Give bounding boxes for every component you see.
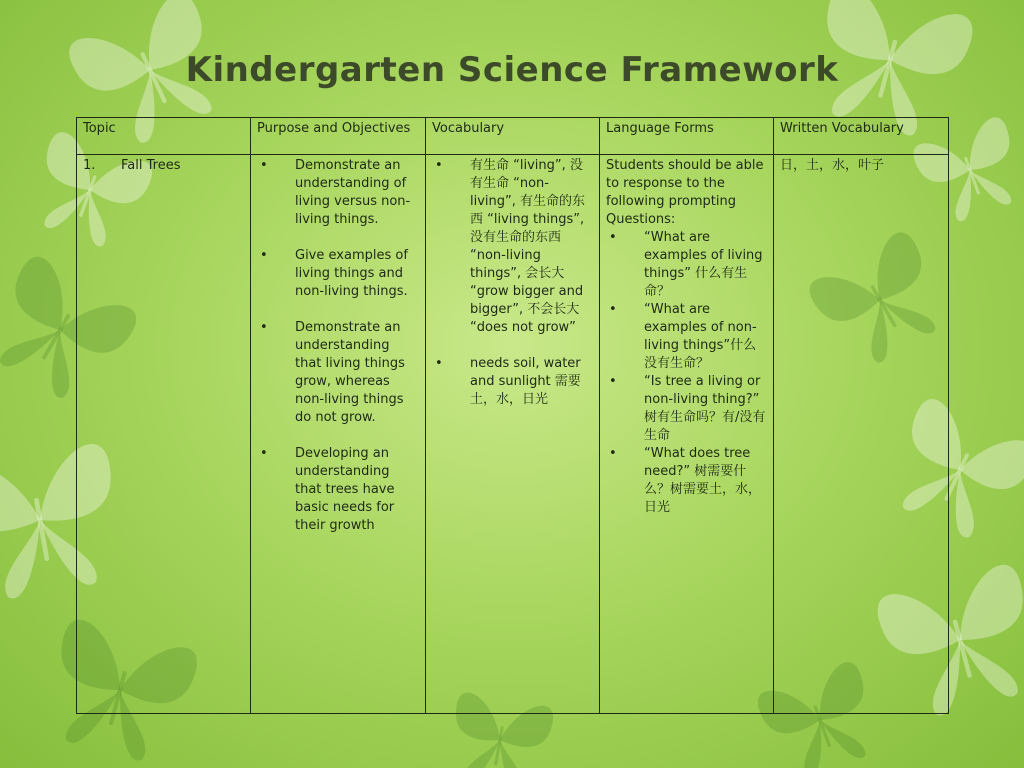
list-item: • Demonstrate an understanding of living versus non-living things. [260,158,411,227]
vocabulary-list [432,157,593,409]
bullet-icon: • [435,356,443,371]
bullet-icon: • [609,446,617,461]
list-item: • 有生命 “living”, 没有生命 “non-living”, 有生命的东西 “living things”, 没有生命的东西 “non-living things”, 会长大 “grow bigger and bigger”, 不会长大 “does not grow” [435,158,586,335]
list-item: • needs soil, water and sunlight 需要土，水，日光 [435,356,581,407]
list-item: • “What are examples of living things” 什么有生命？ [609,230,763,299]
bullet-icon: • [609,302,617,317]
header-vocabulary: Vocabulary [426,118,600,155]
bullet-icon: • [435,158,443,173]
topic-label: Fall Trees [121,158,181,173]
list-item: • Demonstrate an understanding that living things grow, whereas non-living things do not grow. [260,320,405,425]
topic-number: 1. [83,158,96,173]
language-forms-intro: Students should be able to response to the following prompting Questions: [606,158,764,227]
header-language-forms: Language Forms [600,118,774,155]
language-forms-list [606,229,767,517]
bullet-icon: • [260,248,268,263]
list-item: • Developing an understanding that trees have basic needs for their growth [260,446,395,533]
written-vocabulary-cell: 日，土，水，叶子 [774,155,949,714]
objectives-cell [251,155,426,714]
vocabulary-cell [426,155,600,714]
objectives-list [257,157,419,535]
list-item: • “Is tree a living or non-living thing?” 树有生命吗？有/没有生命 [609,374,766,443]
list-item: • “What are examples of non-living things”什么没有生命？ [609,302,757,371]
framework-table [76,117,949,714]
bullet-icon: • [260,446,268,461]
table-header-row [77,118,949,155]
header-topic: Topic [77,118,251,155]
bullet-icon: • [260,158,268,173]
header-written-vocabulary: Written Vocabulary [774,118,949,155]
language-forms-cell [600,155,774,714]
table-row [77,155,949,714]
topic-cell [77,155,251,714]
header-purpose: Purpose and Objectives [251,118,426,155]
bullet-icon: • [609,374,617,389]
slide-title: Kindergarten Science Framework [185,50,839,90]
list-item: • Give examples of living things and non-living things. [260,248,408,299]
list-item: • “What does tree need?” 树需要什么？树需要土，水，日光 [609,446,762,515]
bullet-icon: • [260,320,268,335]
bullet-icon: • [609,230,617,245]
